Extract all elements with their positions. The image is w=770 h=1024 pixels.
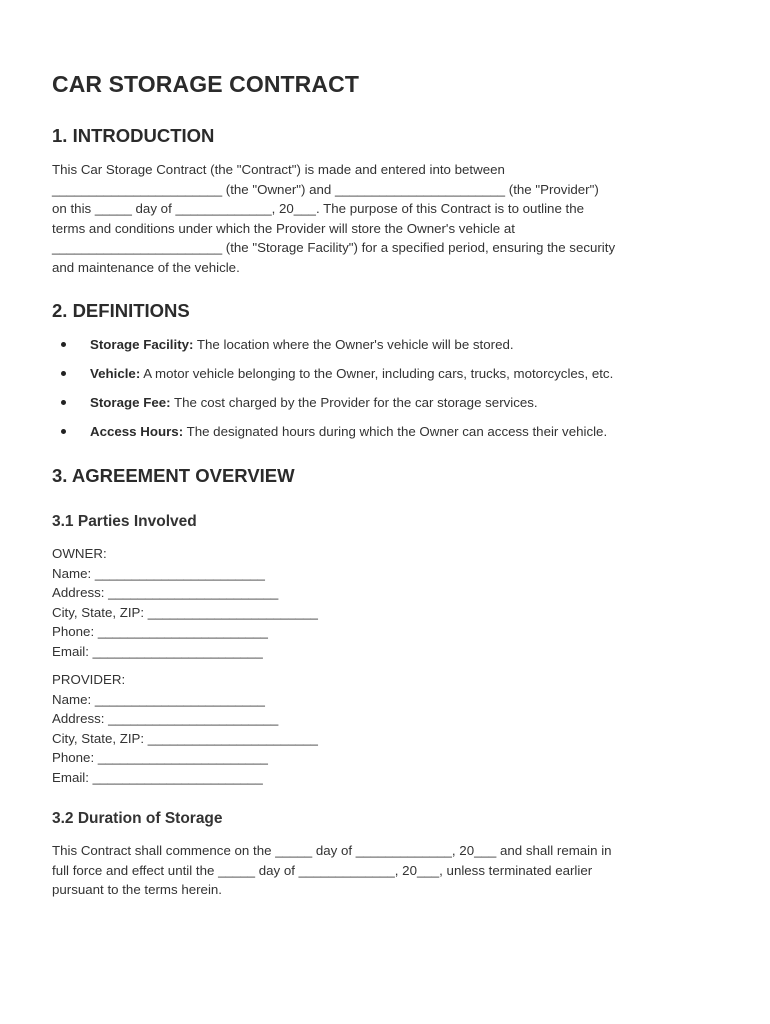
duration-paragraph bbox=[52, 841, 724, 900]
definition-term: Access Hours: bbox=[90, 424, 184, 439]
owner-city-field: City, State, ZIP: _______________________ bbox=[52, 604, 318, 620]
duration-heading: 3.2 Duration of Storage bbox=[52, 810, 223, 827]
provider-block bbox=[52, 670, 318, 788]
intro-line: _______________________ (the "Owner") and _______________________ (the "Provider") bbox=[52, 181, 599, 197]
owner-phone-field: Phone: _______________________ bbox=[52, 624, 268, 640]
owner-label: OWNER: bbox=[52, 546, 107, 561]
duration-line: pursuant to the terms herein. bbox=[52, 882, 222, 897]
intro-line: _______________________ (the "Storage Facility") for a specified period, ensuring the security bbox=[52, 240, 616, 255]
introduction-paragraph bbox=[52, 160, 724, 277]
owner-block bbox=[52, 544, 318, 662]
definition-item bbox=[52, 335, 732, 364]
definition-text: The designated hours during which the Owner can access their vehicle. bbox=[183, 424, 608, 439]
bullet-icon bbox=[61, 400, 66, 405]
definition-item bbox=[52, 364, 732, 393]
bullet-icon bbox=[61, 342, 66, 347]
provider-address-field: Address: _______________________ bbox=[52, 711, 279, 727]
duration-line: full force and effect until the _____ day of _____________, 20___, unless terminated earlier bbox=[52, 862, 593, 878]
bullet-icon bbox=[61, 371, 66, 376]
definition-text: A motor vehicle belonging to the Owner, including cars, trucks, motorcycles, etc. bbox=[140, 366, 614, 381]
definition-term: Vehicle: bbox=[90, 366, 141, 381]
definition-text: The cost charged by the Provider for the car storage services. bbox=[170, 395, 538, 410]
intro-line: This Car Storage Contract (the "Contract") is made and entered into between bbox=[52, 162, 505, 177]
intro-line: terms and conditions under which the Provider will store the Owner's vehicle at bbox=[52, 220, 515, 236]
introduction-heading: 1. INTRODUCTION bbox=[52, 125, 215, 146]
owner-email-field: Email: _______________________ bbox=[52, 643, 263, 659]
provider-city-field: City, State, ZIP: _______________________ bbox=[52, 730, 318, 746]
owner-address-field: Address: _______________________ bbox=[52, 585, 279, 601]
definition-term: Storage Fee: bbox=[90, 395, 171, 410]
bullet-icon bbox=[61, 429, 66, 434]
definition-item bbox=[52, 393, 732, 422]
intro-line: on this _____ day of _____________, 20___. The purpose of this Contract is to outline the bbox=[52, 201, 585, 216]
definition-text: The location where the Owner's vehicle will be stored. bbox=[193, 337, 514, 352]
agreement-overview-heading: 3. AGREEMENT OVERVIEW bbox=[52, 465, 295, 486]
duration-line: This Contract shall commence on the _____ day of _____________, 20___ and shall remain in bbox=[52, 843, 612, 858]
provider-phone-field: Phone: _______________________ bbox=[52, 750, 268, 766]
provider-name-field: Name: _______________________ bbox=[52, 691, 265, 707]
provider-email-field: Email: _______________________ bbox=[52, 769, 263, 785]
definition-term: Storage Facility: bbox=[90, 337, 194, 352]
definitions-heading: 2. DEFINITIONS bbox=[52, 300, 190, 321]
document-title: CAR STORAGE CONTRACT bbox=[52, 71, 359, 97]
owner-name-field: Name: _______________________ bbox=[52, 565, 265, 581]
provider-label: PROVIDER: bbox=[52, 672, 126, 687]
intro-line: and maintenance of the vehicle. bbox=[52, 259, 240, 275]
definition-item bbox=[52, 422, 732, 451]
definitions-list bbox=[52, 335, 732, 451]
parties-involved-heading: 3.1 Parties Involved bbox=[52, 513, 197, 530]
